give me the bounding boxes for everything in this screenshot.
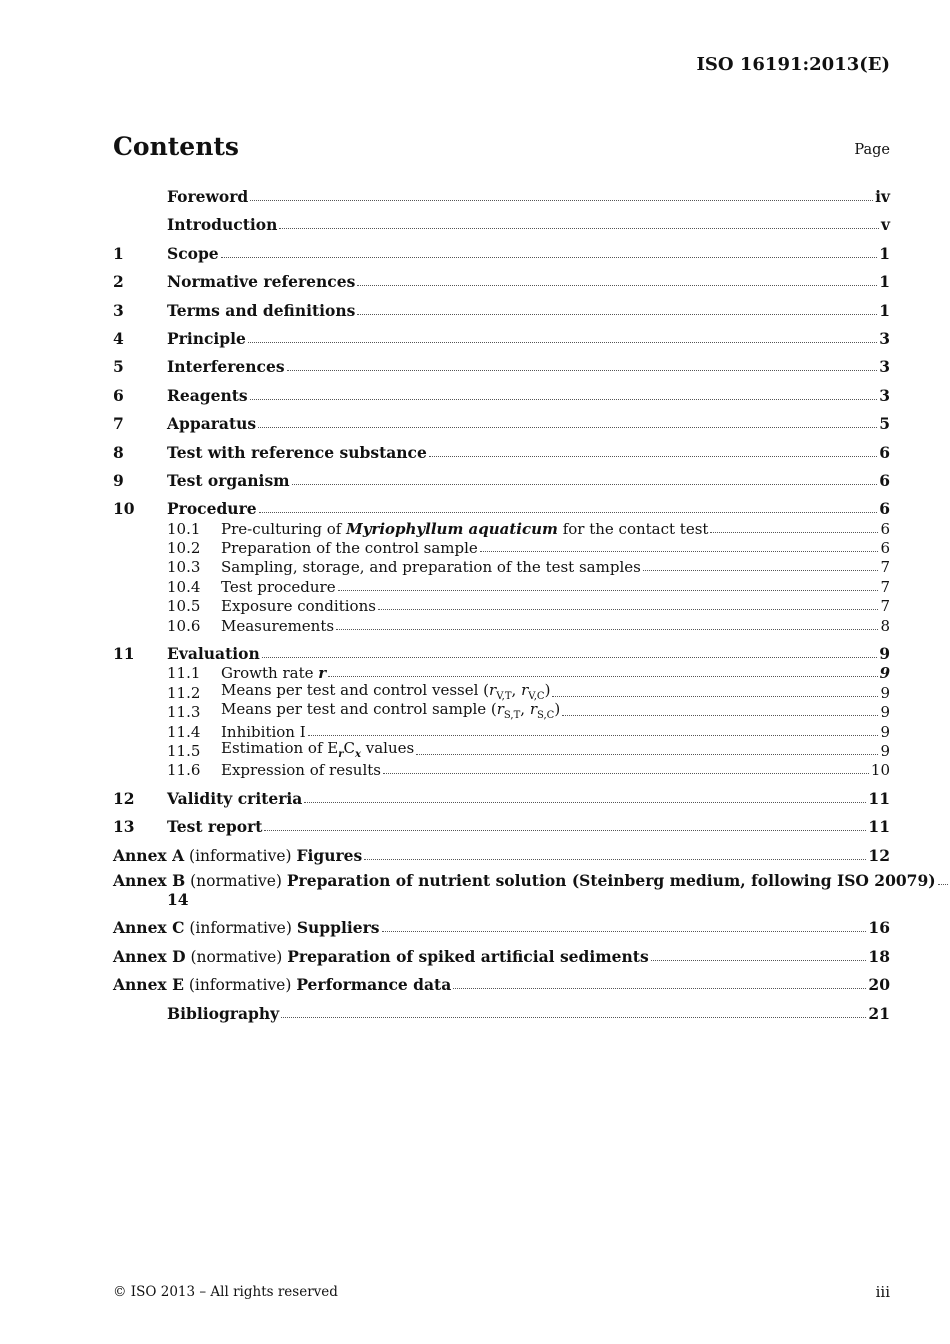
toc-entry-page: 7	[880, 558, 890, 577]
toc-entry-page: 16	[868, 918, 890, 938]
toc-entry[interactable]	[113, 596, 890, 615]
toc-entry-page: 1	[879, 272, 890, 292]
toc-entry-page: 3	[879, 357, 890, 377]
toc-title: Contents	[113, 132, 240, 161]
toc-entry[interactable]	[113, 184, 890, 206]
toc-entry[interactable]	[113, 538, 890, 557]
toc-entry-label: Terms and definitions	[167, 300, 356, 320]
toc-entry[interactable]	[113, 1001, 890, 1023]
toc-entry[interactable]	[113, 269, 890, 291]
toc-entry-label: Reagents	[167, 385, 248, 405]
page-column-label: Page	[854, 142, 890, 158]
toc-entry-label: Preparation of the control sample	[221, 539, 478, 558]
toc-entry[interactable]	[113, 440, 890, 462]
toc-entry[interactable]	[113, 702, 890, 721]
annex-title: Figures	[296, 845, 363, 865]
toc-entry-number: 7	[113, 414, 124, 434]
dot-leader	[287, 370, 878, 371]
toc-entry-page: 18	[868, 946, 890, 966]
dot-leader	[308, 735, 879, 736]
toc-entry-label: Interferences	[167, 357, 285, 377]
toc-entry[interactable]	[113, 383, 890, 405]
dot-leader	[480, 551, 879, 552]
toc-entry-number: 1	[113, 243, 124, 263]
toc-entry-number: 11.5	[167, 741, 201, 760]
toc-entry-label: Test organism	[167, 470, 290, 490]
dot-leader	[562, 715, 878, 716]
toc-entry-label: Bibliography	[167, 1003, 280, 1023]
dot-leader	[364, 859, 866, 860]
toc-entry-number: 11.2	[167, 683, 201, 702]
toc-entry-label: Means per test and control sample ($r_{S,T}$, $r_{S,C}$)	[221, 700, 561, 722]
toc-entry-page: 20	[868, 975, 890, 995]
annex-type: (informative)	[183, 976, 297, 995]
toc-entry-page: 9	[880, 703, 890, 722]
dot-leader	[336, 629, 878, 630]
dot-leader	[357, 314, 877, 315]
toc-entry-number: 10	[113, 499, 135, 519]
toc-entry-label: Measurements	[221, 616, 335, 635]
page-number: iii	[875, 1283, 890, 1301]
dot-leader	[429, 456, 877, 457]
toc-entry-page: 7	[880, 597, 890, 616]
toc-entry-label: Apparatus	[167, 414, 257, 434]
annex-title: Preparation of nutrient solution (Steinberg medium, following ISO 20079)	[286, 870, 936, 890]
toc-annex-entry[interactable]	[113, 944, 890, 966]
toc-entry-page: 1	[879, 300, 890, 320]
dot-leader	[328, 676, 877, 677]
annex-id: Annex D	[113, 946, 186, 966]
toc-entry-label: Pre-culturing of Myriophyllum aquaticum for the contact test	[221, 519, 709, 538]
dot-leader	[304, 802, 866, 803]
annex-id: Annex C	[113, 918, 185, 938]
toc-entry-page: 12	[868, 845, 890, 865]
toc-entry-label: Expression of results	[221, 761, 381, 780]
copyright-footer: © ISO 2013 – All rights reserved	[113, 1284, 338, 1300]
dot-leader	[416, 754, 878, 755]
toc-entry-page: 9	[880, 741, 890, 760]
toc-entry-label: Test with reference substance	[167, 442, 427, 462]
toc-annex-line	[113, 870, 936, 890]
toc-entry[interactable]	[113, 615, 890, 634]
toc-entry-label: Scope	[167, 243, 219, 263]
toc-entry-page: 7	[880, 577, 890, 596]
dot-leader	[259, 512, 878, 513]
annex-type: (informative)	[184, 919, 297, 938]
toc-entry-number: 3	[113, 300, 124, 320]
annex-id: Annex B	[113, 870, 186, 890]
toc-entry-label: Principle	[167, 328, 246, 348]
dot-leader	[292, 484, 878, 485]
annex-title: Performance data	[296, 975, 452, 995]
toc-entry-number: 12	[113, 788, 135, 808]
toc-entry[interactable]	[113, 411, 890, 433]
toc-entry-number: 6	[113, 385, 124, 405]
toc-entry-page: 6	[880, 519, 890, 538]
toc-entry-label: Evaluation	[167, 644, 260, 664]
toc-entry-number: 9	[113, 470, 124, 490]
toc-entry-number: 11.4	[167, 722, 201, 741]
toc-entry-label: Test procedure	[221, 577, 336, 596]
dot-leader	[250, 399, 878, 400]
toc-entry-page: 9	[880, 722, 890, 741]
toc-entry-number: 10.6	[167, 616, 201, 635]
toc-entry-number: 10.2	[167, 539, 201, 558]
dot-leader	[651, 960, 867, 961]
dot-leader	[258, 427, 877, 428]
toc-entry-number: 11.1	[167, 664, 201, 683]
dot-leader	[710, 532, 878, 533]
annex-title: Suppliers	[296, 918, 380, 938]
toc-entry-page: 14	[167, 889, 189, 909]
table-of-contents	[113, 184, 936, 1023]
toc-entry-number: 4	[113, 328, 124, 348]
dot-leader	[382, 931, 867, 932]
dot-leader	[453, 988, 866, 989]
toc-entry[interactable]	[113, 298, 890, 320]
toc-entry-label: Normative references	[167, 272, 356, 292]
toc-entry[interactable]	[113, 738, 890, 760]
toc-entry[interactable]	[113, 326, 890, 348]
toc-entry[interactable]	[113, 721, 890, 740]
annex-id: Annex E	[113, 975, 184, 995]
dot-leader	[262, 657, 877, 658]
toc-entry-page: 6	[879, 470, 890, 490]
toc-entry[interactable]	[113, 354, 890, 376]
toc-entry-page: 5	[879, 414, 890, 434]
dot-leader	[643, 570, 879, 571]
toc-entry-number: 10.1	[167, 519, 201, 538]
toc-entry-number: 11	[113, 644, 135, 664]
toc-entry-number: 10.5	[167, 597, 201, 616]
toc-entry-page: 6	[879, 442, 890, 462]
toc-entry-page: 11	[868, 817, 890, 837]
toc-entry-page: 3	[879, 328, 890, 348]
toc-entry[interactable]	[113, 576, 890, 595]
toc-entry-label: Test report	[167, 817, 263, 837]
toc-entry-number: 5	[113, 357, 124, 377]
toc-entry-number: 11.6	[167, 761, 201, 780]
toc-entry-page: 11	[868, 788, 890, 808]
dot-leader	[338, 590, 879, 591]
toc-entry-label: Means per test and control vessel ($r_{V,T}$, $r_{V,C}$)	[221, 680, 551, 702]
document-id: ISO 16191:2013(E)	[696, 54, 890, 75]
toc-entry-page: 6	[879, 499, 890, 519]
toc-entry-page: 1	[879, 243, 890, 263]
toc-entry-page: 10	[870, 761, 890, 780]
toc-entry-label: Sampling, storage, and preparation of the test samples	[221, 558, 641, 577]
dot-leader	[264, 830, 866, 831]
toc-annex-entry[interactable]	[113, 843, 890, 865]
toc-entry-page: 9	[879, 644, 890, 664]
toc-entry[interactable]	[113, 241, 890, 263]
toc-entry-label: Introduction	[167, 215, 278, 235]
toc-entry-number: 10.3	[167, 558, 201, 577]
toc-entry-label: Estimation of $E_rC_x$ values	[221, 738, 415, 760]
toc-entry[interactable]	[113, 663, 890, 682]
toc-entry-page: 3	[879, 385, 890, 405]
toc-entry-number: 11.3	[167, 703, 201, 722]
toc-entry[interactable]	[113, 557, 890, 576]
dot-leader	[279, 228, 879, 229]
dot-leader	[248, 342, 877, 343]
toc-entry-page: 21	[868, 1003, 890, 1023]
toc-annex-entry[interactable]	[113, 870, 936, 909]
dot-leader	[552, 696, 878, 697]
toc-entry-label: Exposure conditions	[221, 597, 376, 616]
toc-entry-label: Foreword	[167, 187, 249, 206]
toc-entry-label: Inhibition I	[221, 722, 306, 741]
dot-leader	[221, 257, 878, 258]
toc-entry-label: Growth rate r	[221, 664, 327, 683]
annex-id: Annex A	[113, 845, 185, 865]
toc-annex-entry[interactable]	[113, 972, 890, 994]
toc-entry[interactable]	[113, 641, 890, 663]
toc-entry[interactable]	[113, 212, 890, 234]
dot-leader	[378, 609, 879, 610]
toc-entry[interactable]	[113, 682, 890, 701]
toc-entry-page: 9	[879, 664, 890, 683]
toc-entry-label: Procedure	[167, 499, 257, 519]
toc-entry[interactable]	[113, 760, 890, 779]
dot-leader	[383, 773, 869, 774]
dot-leader	[938, 884, 948, 885]
dot-leader	[357, 285, 877, 286]
toc-entry[interactable]	[113, 786, 890, 808]
toc-entry-number: 10.4	[167, 577, 201, 596]
toc-entry[interactable]	[113, 518, 890, 537]
dot-leader	[281, 1017, 866, 1018]
annex-type: (normative)	[185, 947, 288, 966]
toc-entry-page: iv	[875, 187, 890, 206]
annex-type: (normative)	[185, 871, 287, 890]
toc-entry-number: 8	[113, 442, 124, 462]
toc-entry[interactable]	[113, 468, 890, 490]
toc-entry-page: 6	[880, 539, 890, 558]
toc-entry[interactable]	[113, 496, 890, 518]
annex-type: (informative)	[184, 846, 297, 865]
toc-entry-number: 13	[113, 817, 135, 837]
toc-entry-page: 8	[880, 616, 890, 635]
annex-title: Preparation of spiked artificial sediments	[287, 946, 649, 966]
dot-leader	[250, 200, 873, 201]
toc-entry-label: Validity criteria	[167, 788, 303, 808]
toc-entry-number: 2	[113, 272, 124, 292]
toc-annex-entry[interactable]	[113, 915, 890, 937]
toc-entry[interactable]	[113, 814, 890, 836]
toc-entry-page: 9	[880, 683, 890, 702]
toc-entry-page: v	[880, 215, 890, 235]
